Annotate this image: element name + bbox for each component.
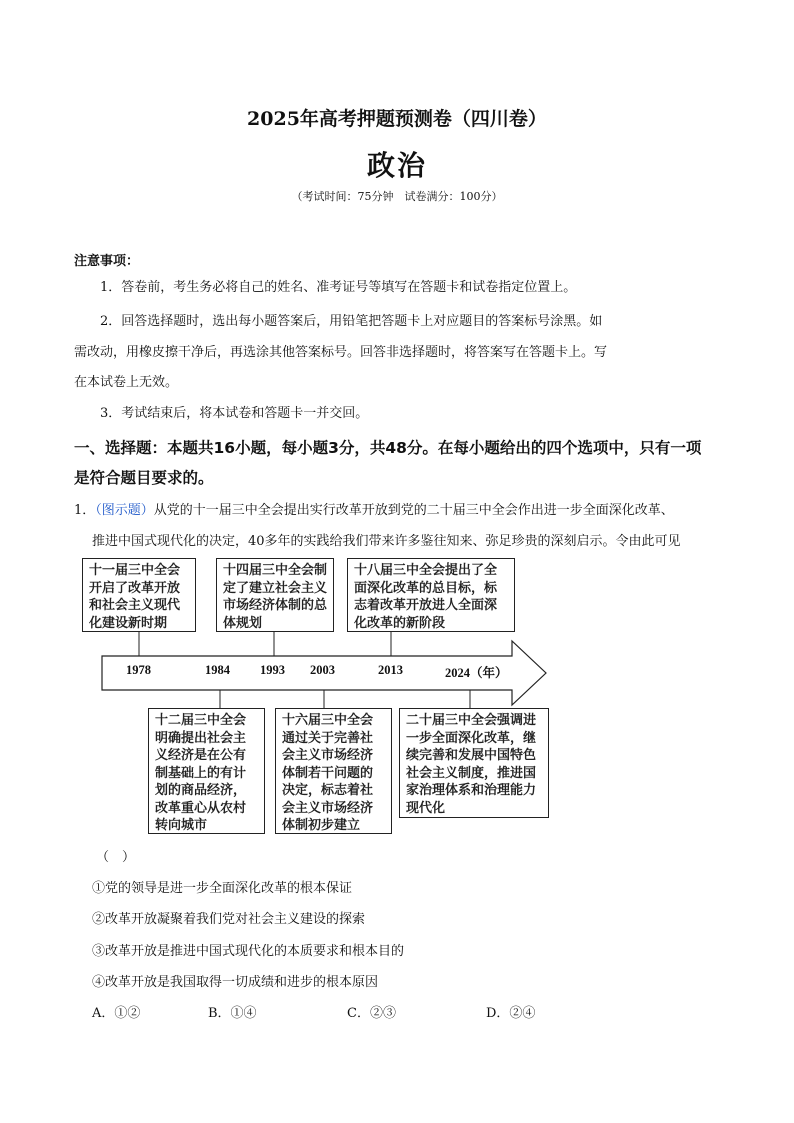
timeline-box-2003: 十六届三中全会通过关于完善社会主义市场经济体制若干问题的决定，标志着社会主义市场经济体制初步建立	[275, 708, 392, 834]
question-1-stem	[74, 499, 674, 518]
question-stem-text: 从党的十一届三中全会提出实行改革开放到党的二十届三中全会作出进一步全面深化改革、	[153, 503, 674, 518]
year-label-1984: 1984	[205, 663, 230, 677]
year-label-2003: 2003	[310, 663, 335, 677]
question-1-stem-cont: 推进中国式现代化的决定，40多年的实践给我们带来许多鉴往知来、弥足珍贵的深刻启示。令由此可见	[92, 534, 681, 549]
statement-1: ①党的领导是进一步全面深化改革的根本保证	[92, 881, 353, 896]
answer-blank: （ ）	[96, 850, 136, 865]
statement-3: ③改革开放是推进中国式现代化的本质要求和根本目的	[92, 944, 405, 959]
choice-c[interactable]: C．②③	[347, 1006, 396, 1021]
year-label-1978: 1978	[126, 663, 151, 677]
notice-heading: 注意事项：	[74, 254, 140, 269]
timeline-box-2013: 十八届三中全会提出了全面深化改革的总目标，标志着改革开放进人全面深化改革的新阶段	[347, 558, 515, 632]
exam-info: （考试时间：75分钟 试卷满分：100分）	[291, 190, 503, 203]
choice-a[interactable]: A．①②	[92, 1006, 141, 1021]
section-heading-cont: 是符合题目要求的。	[74, 469, 214, 487]
year-label-2024: 2024（年）	[445, 666, 508, 680]
exam-title: 2025年高考押题预测卷（四川卷）	[247, 108, 547, 130]
choice-b[interactable]: B．①④	[208, 1006, 257, 1021]
notice-item-2-end: 在本试卷上无效。	[74, 375, 179, 390]
section-heading: 一、选择题：本题共16小题，每小题3分，共48分。在每小题给出的四个选项中，只有一项	[74, 439, 702, 457]
statement-2: ②改革开放凝聚着我们党对社会主义建设的探索	[92, 912, 366, 927]
notice-item-2: 2．回答选择题时，选出每小题答案后，用铅笔把答题卡上对应题目的答案标号涂黑。如	[100, 314, 603, 329]
statement-4: ④改革开放是我国取得一切成绩和进步的根本原因	[92, 975, 379, 990]
notice-item-3: 3．考试结束后，将本试卷和答题卡一并交回。	[100, 406, 369, 421]
question-number: 1．	[74, 503, 96, 518]
year-label-1993: 1993	[260, 663, 285, 677]
year-label-2013: 2013	[378, 663, 403, 677]
timeline-box-1993: 十四届三中全会制定了建立社会主义市场经济体制的总体规划	[216, 558, 334, 632]
timeline-box-1984: 十二届三中全会明确提出社会主义经济是在公有制基础上的有计划的商品经济，改革重心从农村转向城市	[148, 708, 265, 834]
notice-item-2-cont: 需改动，用橡皮擦干净后，再选涂其他答案标号。回答非选择题时，将答案写在答题卡上。写	[74, 345, 608, 360]
notice-item-1: 1．答卷前，考生务必将自己的姓名、准考证号等填写在答题卡和试卷指定位置上。	[100, 280, 577, 295]
timeline-box-2024: 二十届三中全会强调进一步全面深化改革，继续完善和发展中国特色社会主义制度，推进国家治理体系和治理能力现代化	[399, 708, 549, 818]
choice-d[interactable]: D．②④	[486, 1006, 536, 1021]
question-tag: （图示题）	[95, 503, 154, 518]
timeline-box-1978: 十一届三中全会开启了改革开放和社会主义现代化建设新时期	[82, 558, 196, 632]
subject-title: 政治	[366, 149, 427, 182]
